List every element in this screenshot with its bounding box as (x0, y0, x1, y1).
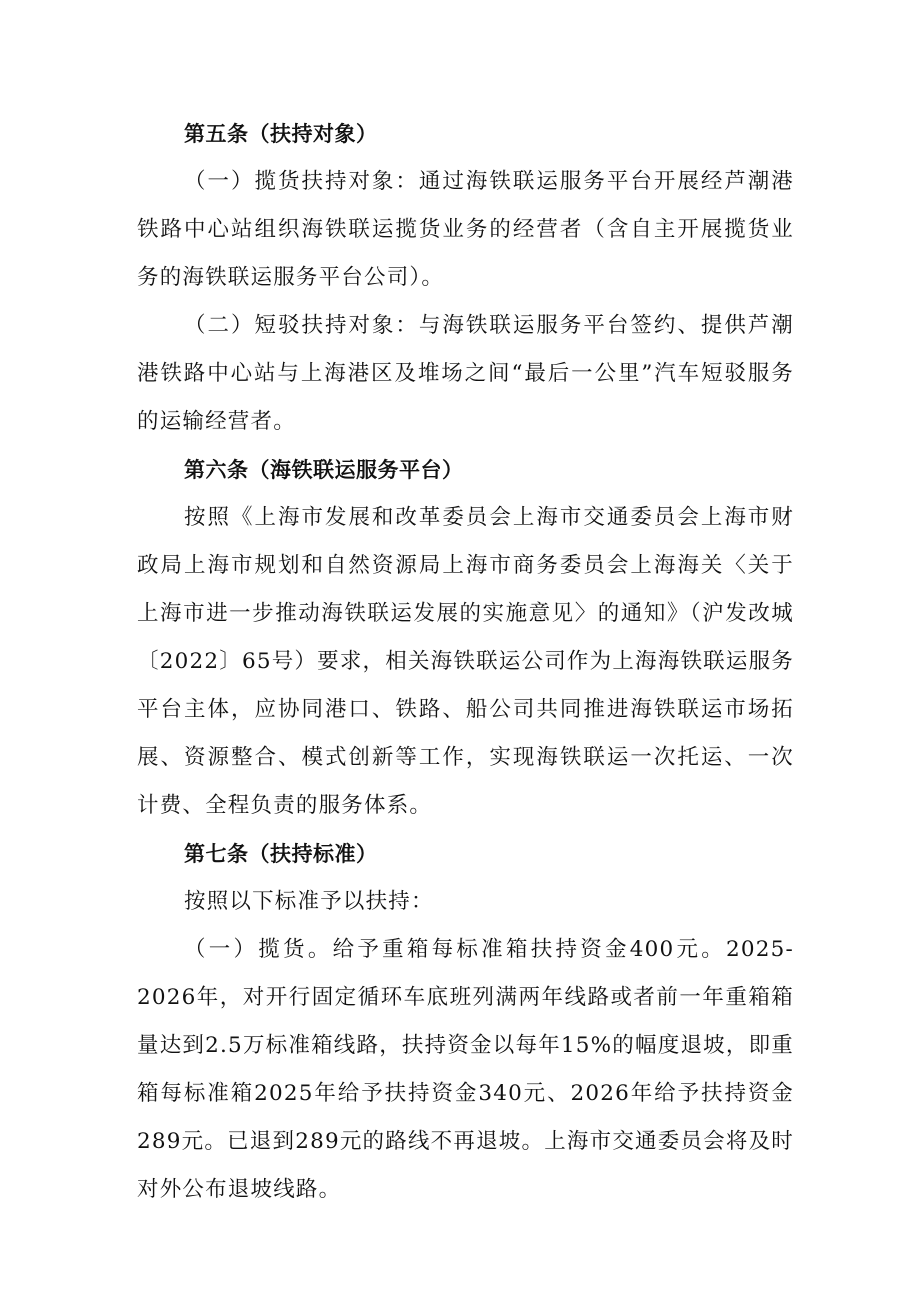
article-6-paragraph: 按照《上海市发展和改革委员会上海市交通委员会上海市财政局上海市规划和自然资源局上海市商务委员会上海海关〈关于上海市进一步推动海铁联运发展的实施意见〉的通知》（沪发改城〔2022〕65号）要求，相关海铁联运公司作为上海海铁联运服务平台主体，应协同港口、铁路、船公司共同推进海铁联运市场拓展、资源整合、模式创新等工作，实现海铁联运一次托运、一次计费、全程负责的服务体系。 (137, 505, 794, 818)
article-5-item-2: （二）短驳扶持对象：与海铁联运服务平台签约、提供芦潮港铁路中心站与上海港区及堆场之间“最后一公里”汽车短驳服务的运输经营者。 (137, 313, 794, 434)
article-6-heading: 第六条（海铁联运服务平台） (184, 458, 464, 482)
document-body (137, 110, 794, 1214)
article-5-heading: 第五条（扶持对象） (184, 122, 378, 146)
article-5-item-1: （一）揽货扶持对象：通过海铁联运服务平台开展经芦潮港铁路中心站组织海铁联运揽货业务的经营者（含自主开展揽货业务的海铁联运服务平台公司）。 (137, 169, 794, 290)
article-7-heading: 第七条（扶持标准） (184, 842, 378, 866)
article-7-intro: 按照以下标准予以扶持： (184, 889, 434, 914)
article-7-item-1: （一）揽货。给予重箱每标准箱扶持资金400元。2025-2026年，对开行固定循环车底班列满两年线路或者前一年重箱箱量达到2.5万标准箱线路，扶持资金以每年15%的幅度退坡，即重箱每标准箱2025年给予扶持资金340元、2026年给予扶持资金289元。已退到289元的路线不再退坡。上海市交通委员会将及时对外公布退坡线路。 (137, 937, 794, 1202)
